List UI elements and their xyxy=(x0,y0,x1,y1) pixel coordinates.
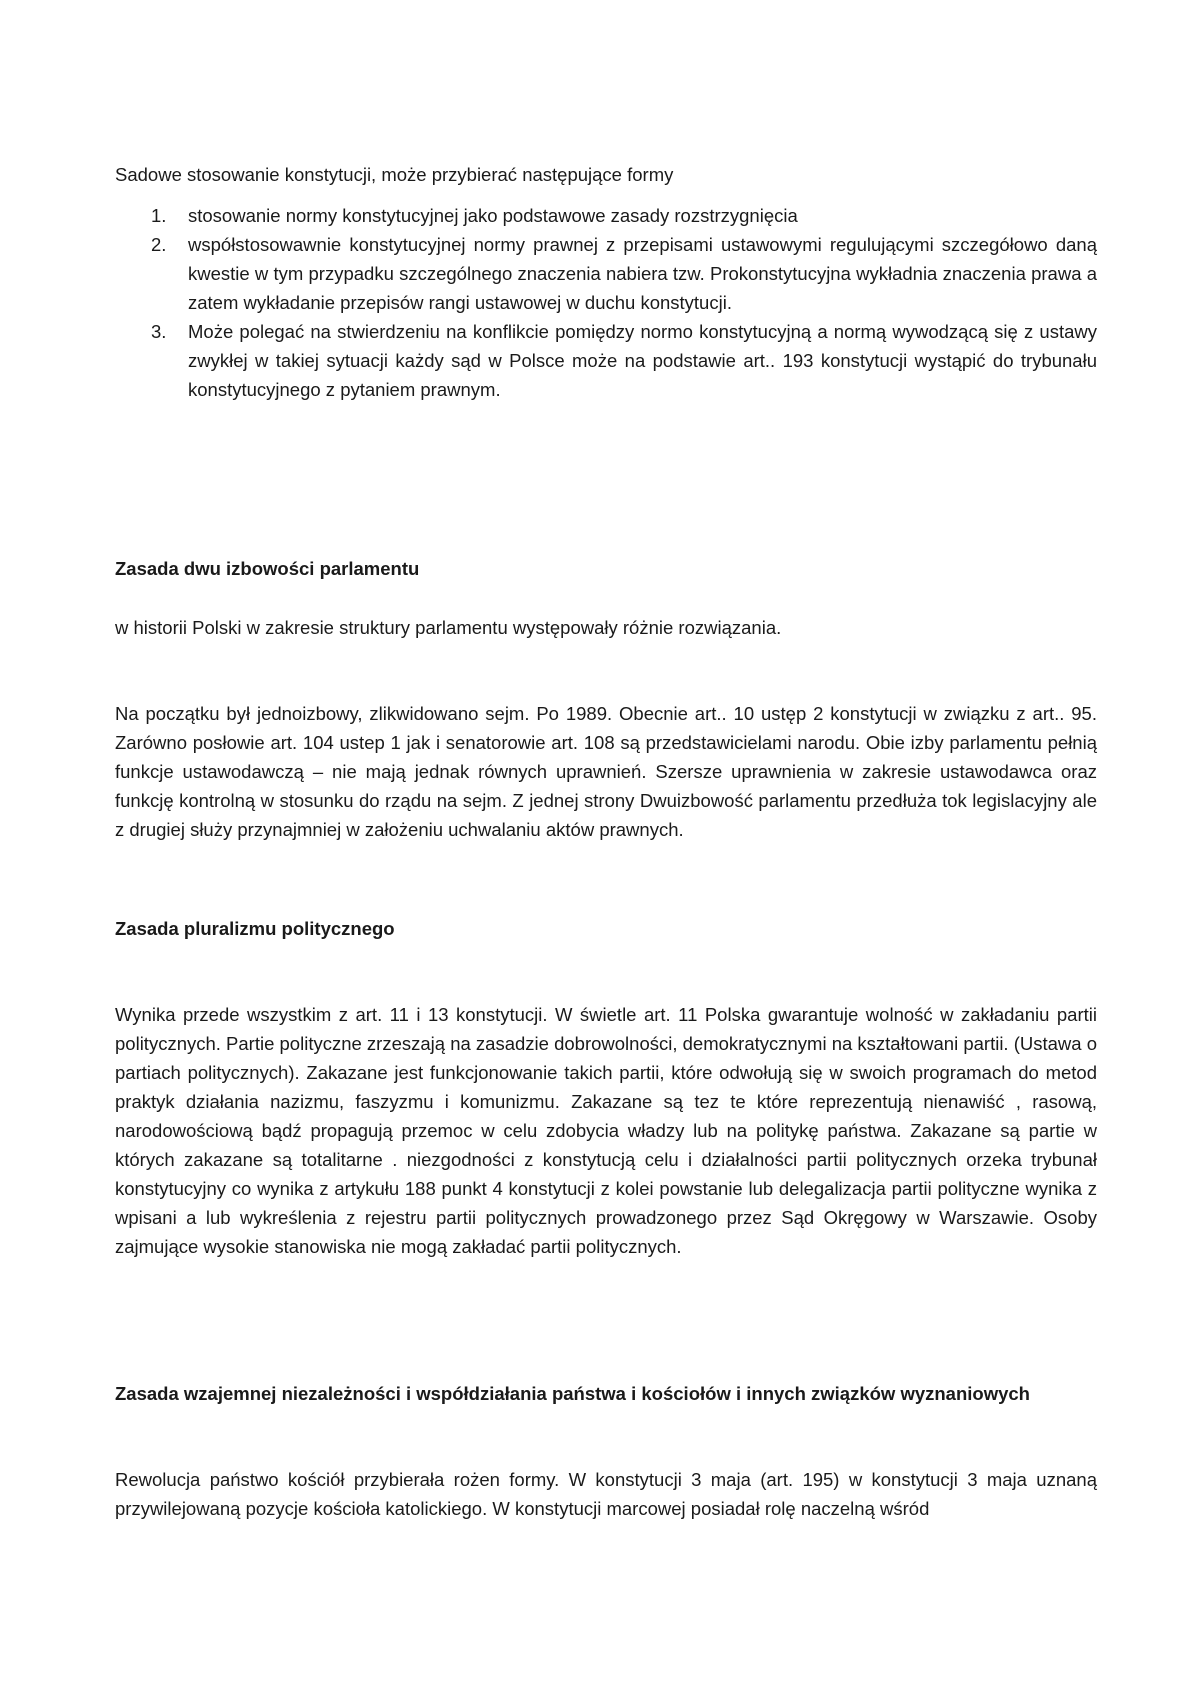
list-item-text: stosowanie normy konstytucyjnej jako podstawowe zasady rozstrzygnięcia xyxy=(188,205,798,226)
section-heading-church-state: Zasada wzajemnej niezależności i współdziałania państwa i kościołów i innych związków wyznaniowych xyxy=(115,1383,1030,1404)
document-page xyxy=(115,160,1097,1523)
list-item xyxy=(115,201,1097,230)
section-heading-pluralism: Zasada pluralizmu politycznego xyxy=(115,918,395,939)
list-item-number: 1. xyxy=(151,205,167,226)
section-heading-bicameralism: Zasada dwu izbowości parlamentu xyxy=(115,558,420,579)
list-item xyxy=(115,230,1097,317)
pluralism-body-paragraph: Wynika przede wszystkim z art. 11 i 13 konstytucji. W świetle art. 11 Polska gwarantuje wolność w zakładaniu partii politycznych. Partie polityczne zrzeszają na zasadzie dobrowolności, demokratycznymi na kształtowani partii. (Ustawa o partiach politycznych). Zakazane jest funkcjonowanie takich partii, które odwołują się w swoich programach do metod praktyk działania nazizmu, faszyzmu i komunizmu. Zakazane są tez te które reprezentują nienawiść , rasową, narodowościową bądź propagują przemoc w celu zdobycia władzy lub na politykę państwa. Zakazane są partie w których zakazane są totalitarne . niezgodności z konstytucją celu i działalności partii politycznych orzeka trybunał konstytucyjny co wynika z artykułu 188 punkt 4 konstytucji z kolei powstanie lub delegalizacja partii polityczne wynika z wpisani a lub wykreślenia z rejestru partii politycznych prowadzonego przez Sąd Okręgowy w Warszawie. Osoby zajmujące wysokie stanowiska nie mogą zakładać partii politycznych. xyxy=(115,1004,1097,1257)
forms-list xyxy=(115,201,1097,404)
list-item-text: Może polegać na stwierdzeniu na konflikcie pomiędzy normo konstytucyjną a normą wywodzącą się z ustawy zwykłej w takiej sytuacji każdy sąd w Polsce może na podstawie art.. 193 konstytucji wystąpić do trybunału konstytucyjnego z pytaniem prawnym. xyxy=(188,321,1097,400)
intro-paragraph: Sadowe stosowanie konstytucji, może przybierać następujące formy xyxy=(115,164,674,185)
list-item-number: 3. xyxy=(151,321,167,342)
church-state-body-paragraph: Rewolucja państwo kościół przybierała rożen formy. W konstytucji 3 maja (art. 195) w konstytucji 3 maja uznaną przywilejowaną pozycje kościoła katolickiego. W konstytucji marcowej posiadał rolę naczelną wśród xyxy=(115,1469,1097,1519)
bicameralism-intro-paragraph: w historii Polski w zakresie struktury parlamentu występowały różnie rozwiązania. xyxy=(115,617,782,638)
list-item-text: współstosowawnie konstytucyjnej normy prawnej z przepisami ustawowymi regulującymi szczegółowo daną kwestie w tym przypadku szczególnego znaczenia nabiera tzw. Prokonstytucyjna wykładnia znaczenia prawa a zatem wykładanie przepisów rangi ustawowej w duchu konstytucji. xyxy=(188,234,1097,313)
bicameralism-body-paragraph: Na początku był jednoizbowy, zlikwidowano sejm. Po 1989. Obecnie art.. 10 ustęp 2 konstytucji w związku z art.. 95. Zarówno posłowie art. 104 ustep 1 jak i senatorowie art. 108 są przedstawicielami narodu. Obie izby parlamentu pełnią funkcje ustawodawczą – nie mają jednak równych uprawnień. Szersze uprawnienia w zakresie ustawodawca oraz funkcję kontrolną w stosunku do rządu na sejm. Z jednej strony Dwuizbowość parlamentu przedłuża tok legislacyjny ale z drugiej służy przynajmniej w założeniu uchwalaniu aktów prawnych. xyxy=(115,703,1097,840)
list-item-number: 2. xyxy=(151,234,167,255)
list-item xyxy=(115,317,1097,404)
